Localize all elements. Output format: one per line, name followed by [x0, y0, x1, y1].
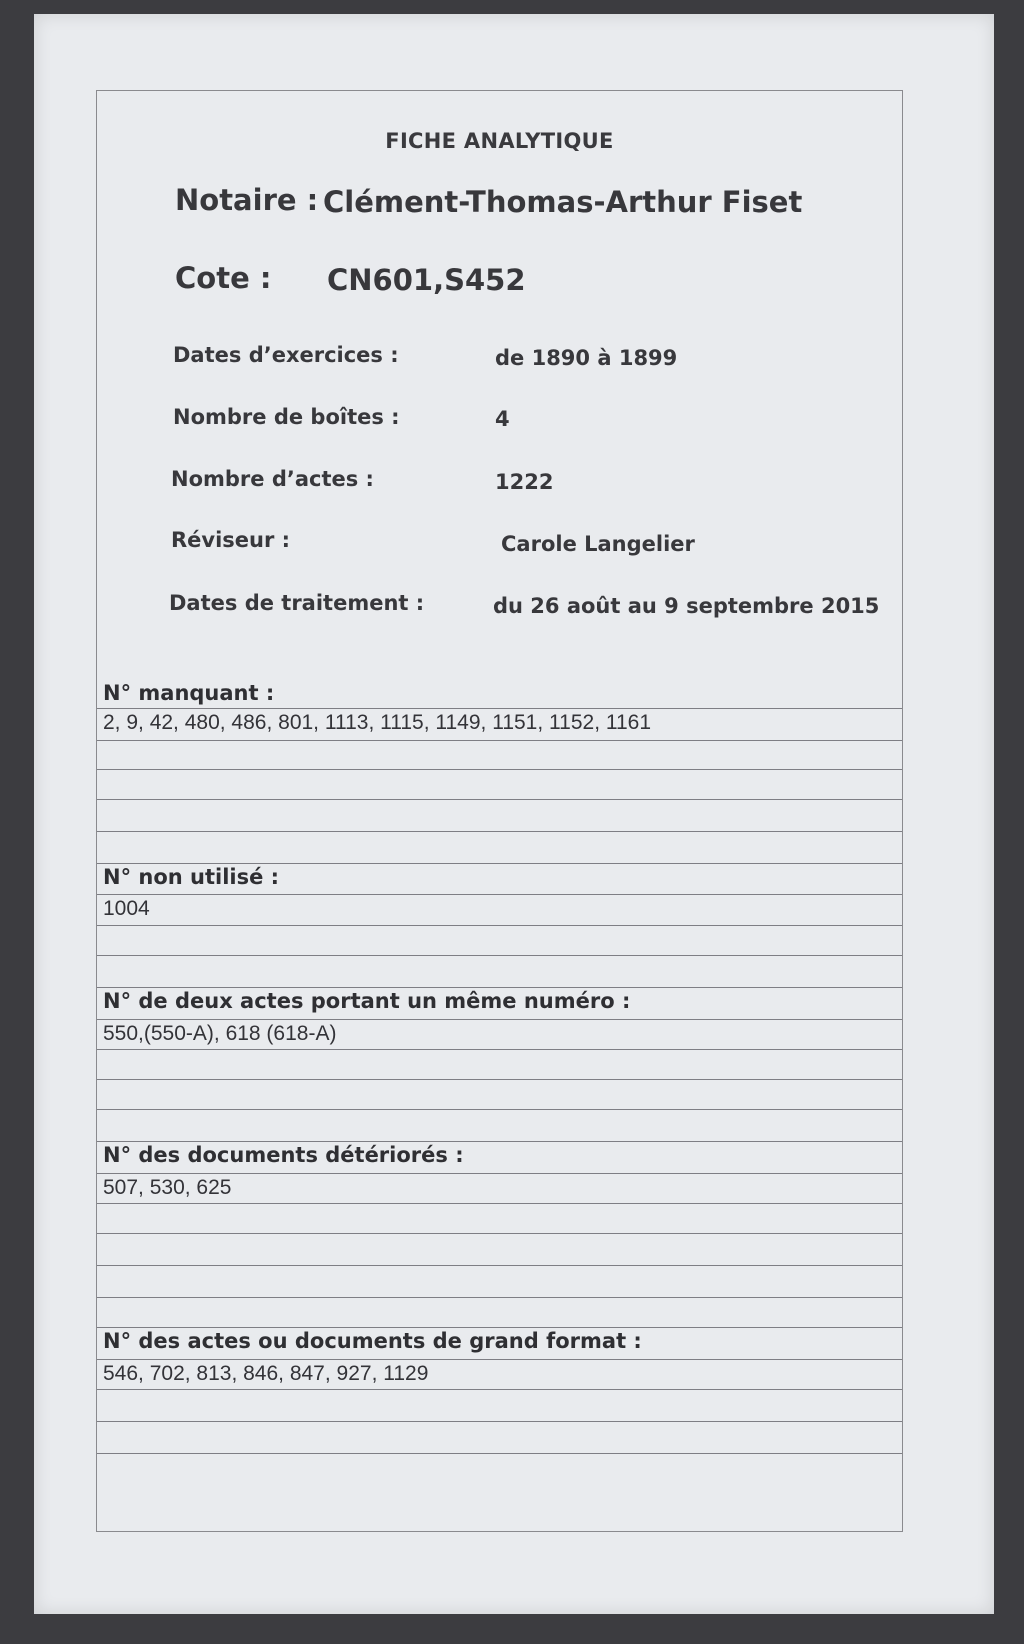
document-sheet — [34, 14, 994, 1614]
form-frame — [96, 90, 903, 1532]
section-duplicate-value: 550,(550-A), 618 (618-A) — [103, 1022, 337, 1045]
nombre-actes-label: Nombre d’actes : — [171, 467, 374, 491]
section-missing-title: N° manquant : — [103, 681, 275, 705]
section-rule — [97, 1173, 902, 1174]
section-damaged-title: N° des documents détériorés : — [103, 1143, 464, 1167]
cote-label: Cote : — [175, 261, 272, 295]
section-rule — [97, 740, 902, 741]
reviseur-value: Carole Langelier — [501, 532, 695, 556]
section-unused-value: 1004 — [103, 897, 150, 920]
blank-line — [97, 769, 902, 770]
notaire-value: Clément-Thomas-Arthur Fiset — [323, 185, 803, 219]
dates-exercices-label: Dates d’exercices : — [173, 343, 399, 367]
nombre-boites-value: 4 — [495, 407, 510, 431]
form-title: FICHE ANALYTIQUE — [385, 129, 614, 153]
cote-value: CN601,S452 — [327, 263, 526, 297]
section-large-format-value: 546, 702, 813, 846, 847, 927, 1129 — [103, 1362, 429, 1385]
nombre-actes-value: 1222 — [495, 470, 554, 494]
section-large-format-title: N° des actes ou documents de grand format : — [103, 1329, 642, 1353]
blank-line — [97, 1049, 902, 1050]
dates-traitement-value: du 26 août au 9 septembre 2015 — [493, 594, 880, 618]
blank-line — [97, 1389, 902, 1390]
section-missing-value: 2, 9, 42, 480, 486, 801, 1113, 1115, 1149, 1151, 1152, 1161 — [103, 711, 652, 734]
blank-line — [97, 1327, 902, 1328]
section-unused-title: N° non utilisé : — [103, 865, 280, 889]
blank-line — [97, 955, 902, 956]
section-damaged-value: 507, 530, 625 — [103, 1176, 232, 1199]
section-rule — [97, 1359, 902, 1360]
notaire-label: Notaire : — [175, 183, 319, 217]
blank-line — [97, 1265, 902, 1266]
blank-line — [97, 925, 902, 926]
dates-traitement-label: Dates de traitement : — [169, 591, 425, 615]
section-rule — [97, 1019, 902, 1020]
section-rule — [97, 708, 902, 709]
section-rule — [97, 894, 902, 895]
dates-exercices-value: de 1890 à 1899 — [495, 346, 678, 370]
blank-line — [97, 1109, 902, 1110]
blank-line — [97, 1297, 902, 1298]
blank-line — [97, 1141, 902, 1142]
blank-line — [97, 799, 902, 800]
blank-line — [97, 1233, 902, 1234]
reviseur-label: Réviseur : — [171, 528, 291, 552]
blank-line — [97, 831, 902, 832]
blank-line — [97, 1079, 902, 1080]
section-duplicate-title: N° de deux actes portant un même numéro : — [103, 989, 631, 1013]
blank-line — [97, 863, 902, 864]
blank-line — [97, 1453, 902, 1454]
nombre-boites-label: Nombre de boîtes : — [173, 405, 400, 429]
blank-line — [97, 987, 902, 988]
blank-line — [97, 1203, 902, 1204]
blank-line — [97, 1421, 902, 1422]
